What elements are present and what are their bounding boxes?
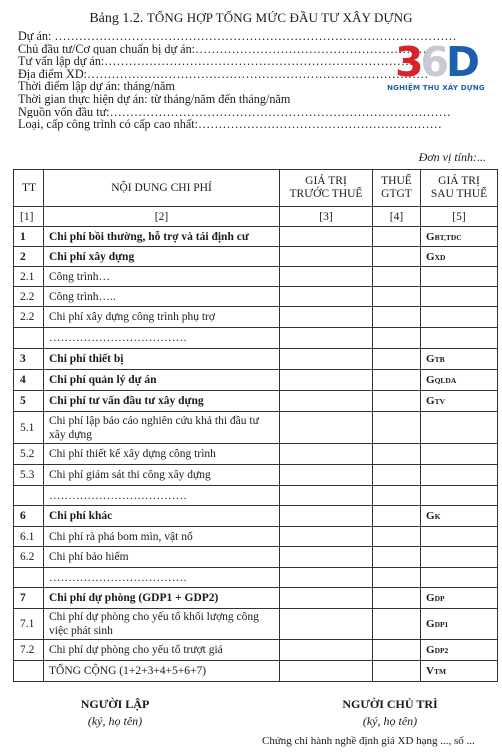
vat-cell [373,547,421,568]
header-vat: THUẾ GTGT [373,170,421,207]
row-cost-item: TỔNG CỘNG (1+2+3+4+5+6+7) [44,661,280,682]
column-number: [5] [421,207,498,227]
vat-cell [373,349,421,370]
post-tax-cell [421,640,498,661]
page-title [0,10,502,27]
table-row [14,661,498,682]
vat-cell [373,588,421,609]
table-row [14,412,498,444]
header-post-tax: GIÁ TRỊ SAU THUẾ [421,170,498,207]
preparer-signature [60,697,170,729]
value-symbol: G [426,618,435,630]
info-line: Nguồn vốn đầu tư:………………………………………………………………………… [18,105,451,119]
post-tax-cell [421,661,498,682]
value-symbol-subscript: TB [434,355,445,364]
info-line: Dự án: ……………………………………………………………………………………… [18,30,457,43]
post-tax-cell [421,547,498,568]
row-cost-item: Chi phí tư vấn đầu tư xây dựng [44,391,280,412]
row-cost-item: ……………………………… [44,486,280,506]
pre-tax-cell [280,412,373,444]
value-symbol: V [426,665,434,677]
pre-tax-cell [280,661,373,682]
vat-cell [373,444,421,465]
row-cost-item: Chi phí xây dựng [44,247,280,267]
vat-cell [373,370,421,391]
post-tax-cell [421,465,498,486]
vat-cell [373,307,421,328]
post-tax-cell [421,370,498,391]
column-number: [2] [44,207,280,227]
row-number: 6.2 [14,547,44,568]
value-symbol: G [426,644,435,656]
pre-tax-cell [280,391,373,412]
pre-tax-cell [280,227,373,247]
table-row [14,267,498,287]
row-number: 5 [14,391,44,412]
vat-cell [373,391,421,412]
pre-tax-cell [280,349,373,370]
table-row [14,506,498,527]
table-title-text: TỔNG HỢP TỔNG MỨC ĐẦU TƯ XÂY DỰNG [146,10,413,25]
table-row [14,588,498,609]
pre-tax-cell [280,444,373,465]
row-number: 2.2 [14,307,44,328]
pre-tax-cell [280,328,373,349]
table-row [14,287,498,307]
table-label: Bảng 1.2. [89,11,144,26]
info-line: Loại, cấp công trình có cấp cao nhất:…………………………………………………… [18,118,442,131]
value-symbol-subscript: BT,TDC [434,232,462,242]
table-row [14,527,498,547]
vat-cell [373,227,421,247]
table-row [14,227,498,247]
table-row [14,568,498,588]
column-number: [1] [14,207,44,227]
pre-tax-cell [280,307,373,328]
vat-cell [373,640,421,661]
post-tax-cell [421,609,498,640]
post-tax-cell [421,588,498,609]
value-symbol-subscript: K [434,512,441,521]
header-pre-tax: GIÁ TRỊ TRƯỚC THUẾ [280,170,373,207]
row-number: 5.1 [14,412,44,444]
vat-cell [373,287,421,307]
vat-cell [373,267,421,287]
vat-cell [373,661,421,682]
row-number: 5.2 [14,444,44,465]
row-cost-item: Chi phí bảo hiểm [44,547,280,568]
pre-tax-cell [280,287,373,307]
value-symbol-subscript: QLDA [434,376,457,385]
preparer-role: NGƯỜI LẬP [80,697,150,711]
table-row [14,307,498,328]
row-number [14,486,44,506]
column-number: [4] [373,207,421,227]
value-symbol: G [426,510,435,522]
post-tax-cell [421,287,498,307]
logo-mark: 36D [394,38,478,86]
post-tax-cell [421,247,498,267]
unit-label: Đơn vị tính:... [418,150,486,164]
post-tax-cell [421,486,498,506]
table-row [14,640,498,661]
vat-cell [373,609,421,640]
row-cost-item: Công trình….. [44,287,280,307]
row-number: 7.2 [14,640,44,661]
pre-tax-cell [280,609,373,640]
vat-cell [373,527,421,547]
post-tax-cell [421,391,498,412]
supervisor-note: (ký, họ tên) [362,714,418,728]
row-number: 2 [14,247,44,267]
post-tax-cell [421,568,498,588]
row-number: 1 [14,227,44,247]
header-content: NỘI DUNG CHI PHÍ [44,170,280,207]
post-tax-cell [421,412,498,444]
row-number: 6.1 [14,527,44,547]
table-row [14,486,498,506]
post-tax-cell [421,328,498,349]
value-symbol: G [426,353,435,365]
post-tax-cell [421,227,498,247]
value-symbol: G [426,250,435,263]
pre-tax-cell [280,465,373,486]
row-number [14,661,44,682]
row-number [14,568,44,588]
table-row [14,609,498,640]
table-row [14,465,498,486]
pre-tax-cell [280,247,373,267]
value-symbol-subscript: DP [434,594,445,603]
value-symbol-subscript: DP1 [434,620,449,629]
row-number: 4 [14,370,44,391]
table-row [14,444,498,465]
supervisor-signature [320,697,460,729]
value-symbol: G [426,592,435,604]
table-row [14,328,498,349]
row-cost-item: Chi phí thiết kế xây dựng công trình [44,444,280,465]
vat-cell [373,247,421,267]
row-number: 2.2 [14,287,44,307]
info-line: Thời điểm lập dự án: tháng/năm [18,80,175,93]
vat-cell [373,486,421,506]
row-cost-item: Chi phí xây dựng công trình phụ trợ [44,307,280,328]
post-tax-cell [421,267,498,287]
vat-cell [373,465,421,486]
row-cost-item: ……………………………… [44,328,280,349]
post-tax-cell [421,349,498,370]
vat-cell [373,412,421,444]
table-row [14,247,498,267]
pre-tax-cell [280,568,373,588]
row-number: 3 [14,349,44,370]
header-tt: TT [14,170,44,207]
column-number-row [14,207,498,227]
post-tax-cell [421,527,498,547]
info-line: Thời gian thực hiện dự án: từ tháng/năm đến tháng/năm [18,92,291,106]
value-symbol-subscript: TV [434,397,445,406]
row-number: 5.3 [14,465,44,486]
post-tax-cell [421,307,498,328]
pre-tax-cell [280,588,373,609]
vat-cell [373,506,421,527]
row-cost-item: Chi phí giám sát thi công xây dựng [44,465,280,486]
table-row [14,370,498,391]
post-tax-cell [421,444,498,465]
row-cost-item: ……………………………… [44,568,280,588]
row-cost-item: Công trình… [44,267,280,287]
value-symbol-subscript: XD [434,252,446,262]
post-tax-cell [421,506,498,527]
info-line: Chủ đầu tư/Cơ quan chuẩn bị dự án:………………………………………………… [18,42,427,56]
row-cost-item: Chi phí khác [44,506,280,527]
row-cost-item: Chi phí bồi thường, hỗ trợ và tái định cư [44,227,280,247]
logo-tagline: NGHIỆM THU XÂY DỰNG [387,84,485,92]
value-symbol-subscript: TM [433,667,447,676]
row-cost-item: Chi phí dự phòng cho yếu tố khối lượng công việc phát sinh [44,609,280,640]
pre-tax-cell [280,486,373,506]
investment-table [13,169,498,682]
row-number [14,328,44,349]
pre-tax-cell [280,370,373,391]
value-symbol-subscript: DP2 [434,646,449,655]
certificate-line: Chứng chỉ hành nghề định giá XD hạng ..., số ... [262,735,475,747]
row-cost-item: Chi phí thiết bị [44,349,280,370]
vat-cell [373,568,421,588]
table-row [14,349,498,370]
info-line: Tư vấn lập dự án:…………………………………………………………………… [18,55,422,68]
row-cost-item: Chi phí quản lý dự án [44,370,280,391]
pre-tax-cell [280,527,373,547]
row-cost-item: Chi phí dự phòng (GDP1 + GDP2) [44,588,280,609]
row-number: 2.1 [14,267,44,287]
preparer-note: (ký, họ tên) [87,714,143,728]
value-symbol: G [426,374,435,386]
value-symbol: G [426,230,435,243]
supervisor-role: NGƯỜI CHỦ TRÌ [342,697,438,711]
table-header-row [14,170,498,207]
company-logo [380,40,492,98]
pre-tax-cell [280,640,373,661]
vat-cell [373,328,421,349]
row-number: 7 [14,588,44,609]
pre-tax-cell [280,506,373,527]
pre-tax-cell [280,267,373,287]
row-cost-item: Chi phí rà phá bom mìn, vật nổ [44,527,280,547]
row-cost-item: Chi phí lập báo cáo nghiên cứu khả thi đầu tư xây dựng [44,412,280,444]
table-row [14,547,498,568]
row-number: 7.1 [14,609,44,640]
row-number: 6 [14,506,44,527]
pre-tax-cell [280,547,373,568]
row-cost-item: Chi phí dự phòng cho yếu tố trượt giá [44,640,280,661]
table-row [14,391,498,412]
value-symbol: G [426,395,435,407]
info-line: Địa điểm XD:………………………………………………………………………… [18,67,429,81]
column-number: [3] [280,207,373,227]
